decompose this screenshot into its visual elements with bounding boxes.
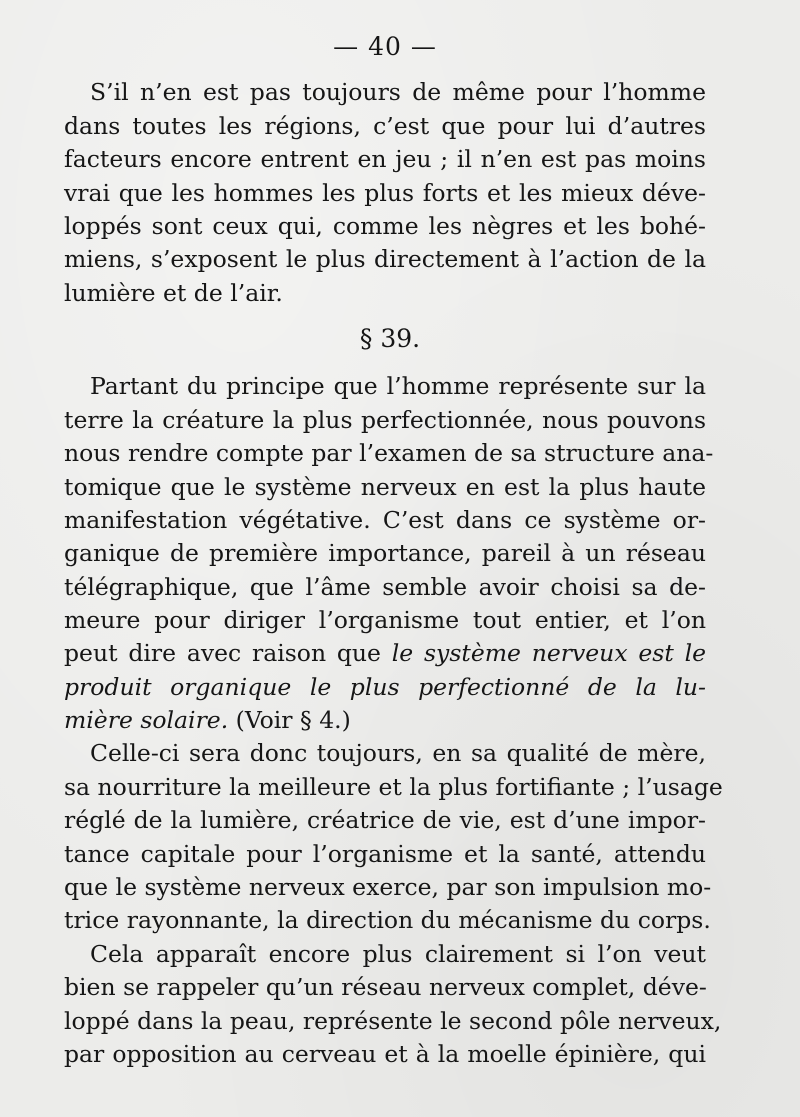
text-segment: (Voir § 4.) [228, 706, 351, 734]
text-line: tance capitale pour l’organisme et la santé, attendu [64, 840, 706, 868]
text-line: produit organique le plus perfectionné de la lu- [64, 673, 706, 701]
text-line: vrai que les hommes les plus forts et les mieux déve- [64, 179, 706, 207]
text-line: loppés sont ceux qui, comme les nègres et les bohé- [64, 212, 706, 240]
text-line: Cela apparaît encore plus clairement si l’on veut [90, 940, 706, 968]
text-segment: peut dire avec raison que [64, 639, 381, 667]
text-line: dans toutes les régions, c’est que pour lui d’autres [64, 112, 706, 140]
text-line: trice rayonnante, la direction du mécanisme du corps. [64, 906, 711, 934]
text-line: sa nourriture la meilleure et la plus fortifiante ; l’usage [64, 773, 723, 801]
italic-segment: le système nerveux est le [391, 639, 706, 667]
text-line: manifestation végétative. C’est dans ce système or- [64, 506, 706, 534]
text-line: que le système nerveux exerce, par son impulsion mo- [64, 873, 712, 901]
text-line: loppé dans la peau, représente le second pôle nerveux, [64, 1007, 722, 1035]
text-line: par opposition au cerveau et à la moelle épinière, qui [64, 1040, 706, 1068]
text-line [64, 636, 706, 670]
text-line: facteurs encore entrent en jeu ; il n’en est pas moins [64, 145, 706, 173]
text-line: Celle-ci sera donc toujours, en sa qualité de mère, [90, 739, 706, 767]
text-line: bien se rappeler qu’un réseau nerveux complet, déve- [64, 973, 707, 1001]
text-line: S’il n’en est pas toujours de même pour l’homme [90, 78, 706, 106]
text-line: ganique de première importance, pareil à un réseau [64, 539, 706, 567]
page-number: — 40 — [333, 32, 437, 61]
text-line: nous rendre compte par l’examen de sa structure ana- [64, 439, 714, 467]
text-line: réglé de la lumière, créatrice de vie, est d’une impor- [64, 806, 706, 834]
italic-segment: mière solaire. [64, 706, 229, 734]
text-line: tomique que le système nerveux en est la plus haute [64, 473, 706, 501]
text-line: meure pour diriger l’organisme tout entier, et l’on [64, 606, 706, 634]
text-line [64, 703, 706, 737]
text-line: miens, s’exposent le plus directement à l’action de la [64, 245, 706, 273]
text-line: télégraphique, que l’âme semble avoir choisi sa de- [64, 573, 706, 601]
text-line: terre la créature la plus perfectionnée, nous pouvons [64, 406, 706, 434]
text-line: Partant du principe que l’homme représente sur la [90, 372, 706, 400]
text-line: lumière et de l’air. [64, 279, 283, 307]
section-heading: § 39. [359, 324, 421, 353]
